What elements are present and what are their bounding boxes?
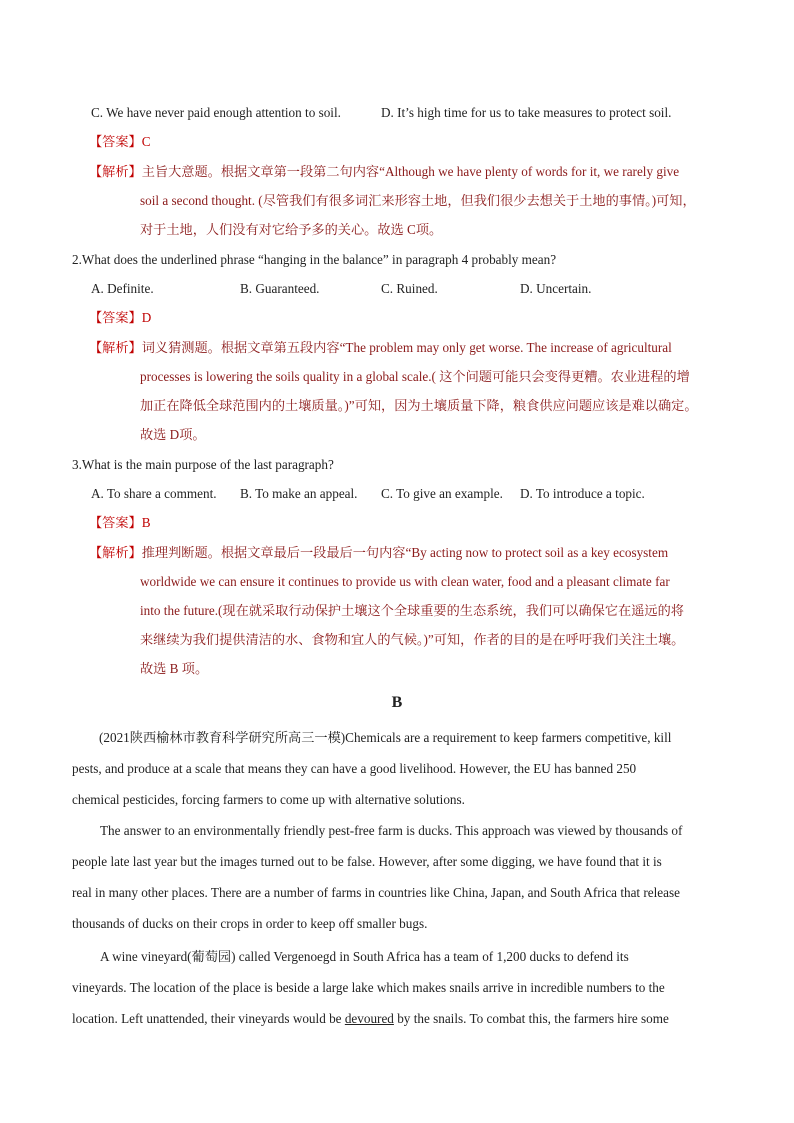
text-segment: location. Left unattended, their vineyards would be	[72, 1011, 345, 1026]
text-segment: by the snails. To combat this, the farmers hire some	[393, 1011, 669, 1026]
answer-value: B	[141, 515, 151, 530]
q1-option-d: D. It’s high time for us to take measures to protect soil.	[381, 105, 672, 120]
q3-option-d: D. To introduce a topic.	[520, 486, 645, 501]
passage-p1-line-1: (2021陕西榆林市教育科学研究所高三一模)Chemicals are a requirement to keep farmers competitive, kill	[99, 730, 672, 745]
q3-analysis-line-2: worldwide we can ensure it continues to provide us with clean water, food and a pleasant climate far	[140, 574, 670, 589]
answer-tag: 【答案】	[89, 310, 142, 325]
q3-analysis-line-5: 故选 B 项。	[140, 661, 209, 676]
answer-tag: 【答案】	[89, 134, 142, 149]
q1-answer-row	[89, 133, 151, 151]
passage-p2-line-1: The answer to an environmentally friendly pest-free farm is ducks. This approach was viewed by thousands of	[100, 823, 683, 838]
analysis-quote: “Although we have plenty of words for it, we rarely give	[379, 164, 680, 179]
q1-analysis-line-1	[89, 163, 679, 181]
analysis-type: 词义猜测题。根据文章第五段内容	[141, 340, 340, 355]
answer-value: D	[141, 310, 152, 325]
underlined-word: devoured	[344, 1011, 394, 1026]
passage-p1-line-3: chemical pesticides, forcing farmers to come up with alternative solutions.	[72, 792, 465, 807]
q3-option-a: A. To share a comment.	[91, 486, 217, 501]
section-heading: B	[391, 694, 403, 711]
passage-p2-line-3: real in many other places. There are a number of farms in countries like China, Japan, and South Africa that release	[72, 885, 680, 900]
q2-analysis-line-2: processes is lowering the soils quality in a global scale.( 这个问题可能只会变得更糟。农业进程的增	[140, 369, 690, 384]
q2-option-a: A. Definite.	[91, 281, 154, 296]
q3-option-c: C. To give an example.	[381, 486, 503, 501]
q1-analysis-line-3: 对于土地，人们没有对它给予多的关心。故选 C项。	[140, 222, 443, 237]
passage-p3-line-1: A wine vineyard(葡萄园) called Vergenoegd in South Africa has a team of 1,200 ducks to defend its	[100, 949, 629, 964]
q3-option-b: B. To make an appeal.	[240, 486, 358, 501]
analysis-quote: “By acting now to protect soil as a key ecosystem	[405, 545, 669, 560]
passage-p1-line-2: pests, and produce at a scale that means they can have a good livelihood. However, the EU has banned 250	[72, 761, 637, 776]
q1-analysis-line-2: soil a second thought. (尽管我们有很多词汇来形容土地，但我们很少去想关于土地的事情。)可知，	[140, 193, 696, 208]
q3-analysis-line-3: into the future.(现在就采取行动保护土壤这个全球重要的生态系统，我们可以确保它在遥远的将	[140, 603, 684, 618]
q3-analysis-line-4: 来继续为我们提供清洁的水、食物和宜人的气候。)”可知，作者的目的是在呼吁我们关注土壤。	[140, 632, 685, 647]
q3-analysis-line-1	[89, 544, 668, 562]
q2-option-b: B. Guaranteed.	[240, 281, 320, 296]
q3-answer-row	[89, 514, 151, 532]
q2-option-c: C. Ruined.	[381, 281, 438, 296]
analysis-type: 主旨大意题。根据文章第一段第二句内容	[141, 164, 380, 179]
answer-value: C	[141, 134, 151, 149]
passage-p3-line-3	[72, 1010, 669, 1028]
analysis-quote: “The problem may only get worse. The increase of agricultural	[339, 340, 672, 355]
q2-analysis-line-1	[89, 339, 672, 357]
q2-option-d: D. Uncertain.	[520, 281, 592, 296]
analysis-tag: 【解析】	[89, 164, 142, 179]
passage-p2-line-4: thousands of ducks on their crops in order to keep off smaller bugs.	[72, 916, 428, 931]
q2-analysis-line-3: 加正在降低全球范围内的土壤质量。)”可知，因为土壤质量下降，粮食供应问题应该是难以确定。	[140, 398, 698, 413]
answer-tag: 【答案】	[89, 515, 142, 530]
analysis-type: 推理判断题。根据文章最后一段最后一句内容	[141, 545, 406, 560]
passage-p2-line-2: people late last year but the images turned out to be false. However, after some digging, we have found that it is	[72, 854, 662, 869]
analysis-tag: 【解析】	[89, 340, 142, 355]
q1-option-c: C. We have never paid enough attention to soil.	[91, 105, 341, 120]
q2-stem: 2.What does the underlined phrase “hanging in the balance” in paragraph 4 probably mean?	[72, 252, 557, 267]
analysis-tag: 【解析】	[89, 545, 142, 560]
q2-analysis-line-4: 故选 D项。	[140, 427, 206, 442]
q3-stem: 3.What is the main purpose of the last paragraph?	[72, 457, 334, 472]
passage-p3-line-2: vineyards. The location of the place is beside a large lake which makes snails arrive in incredible numbers to the	[72, 980, 665, 995]
q2-answer-row	[89, 309, 151, 327]
